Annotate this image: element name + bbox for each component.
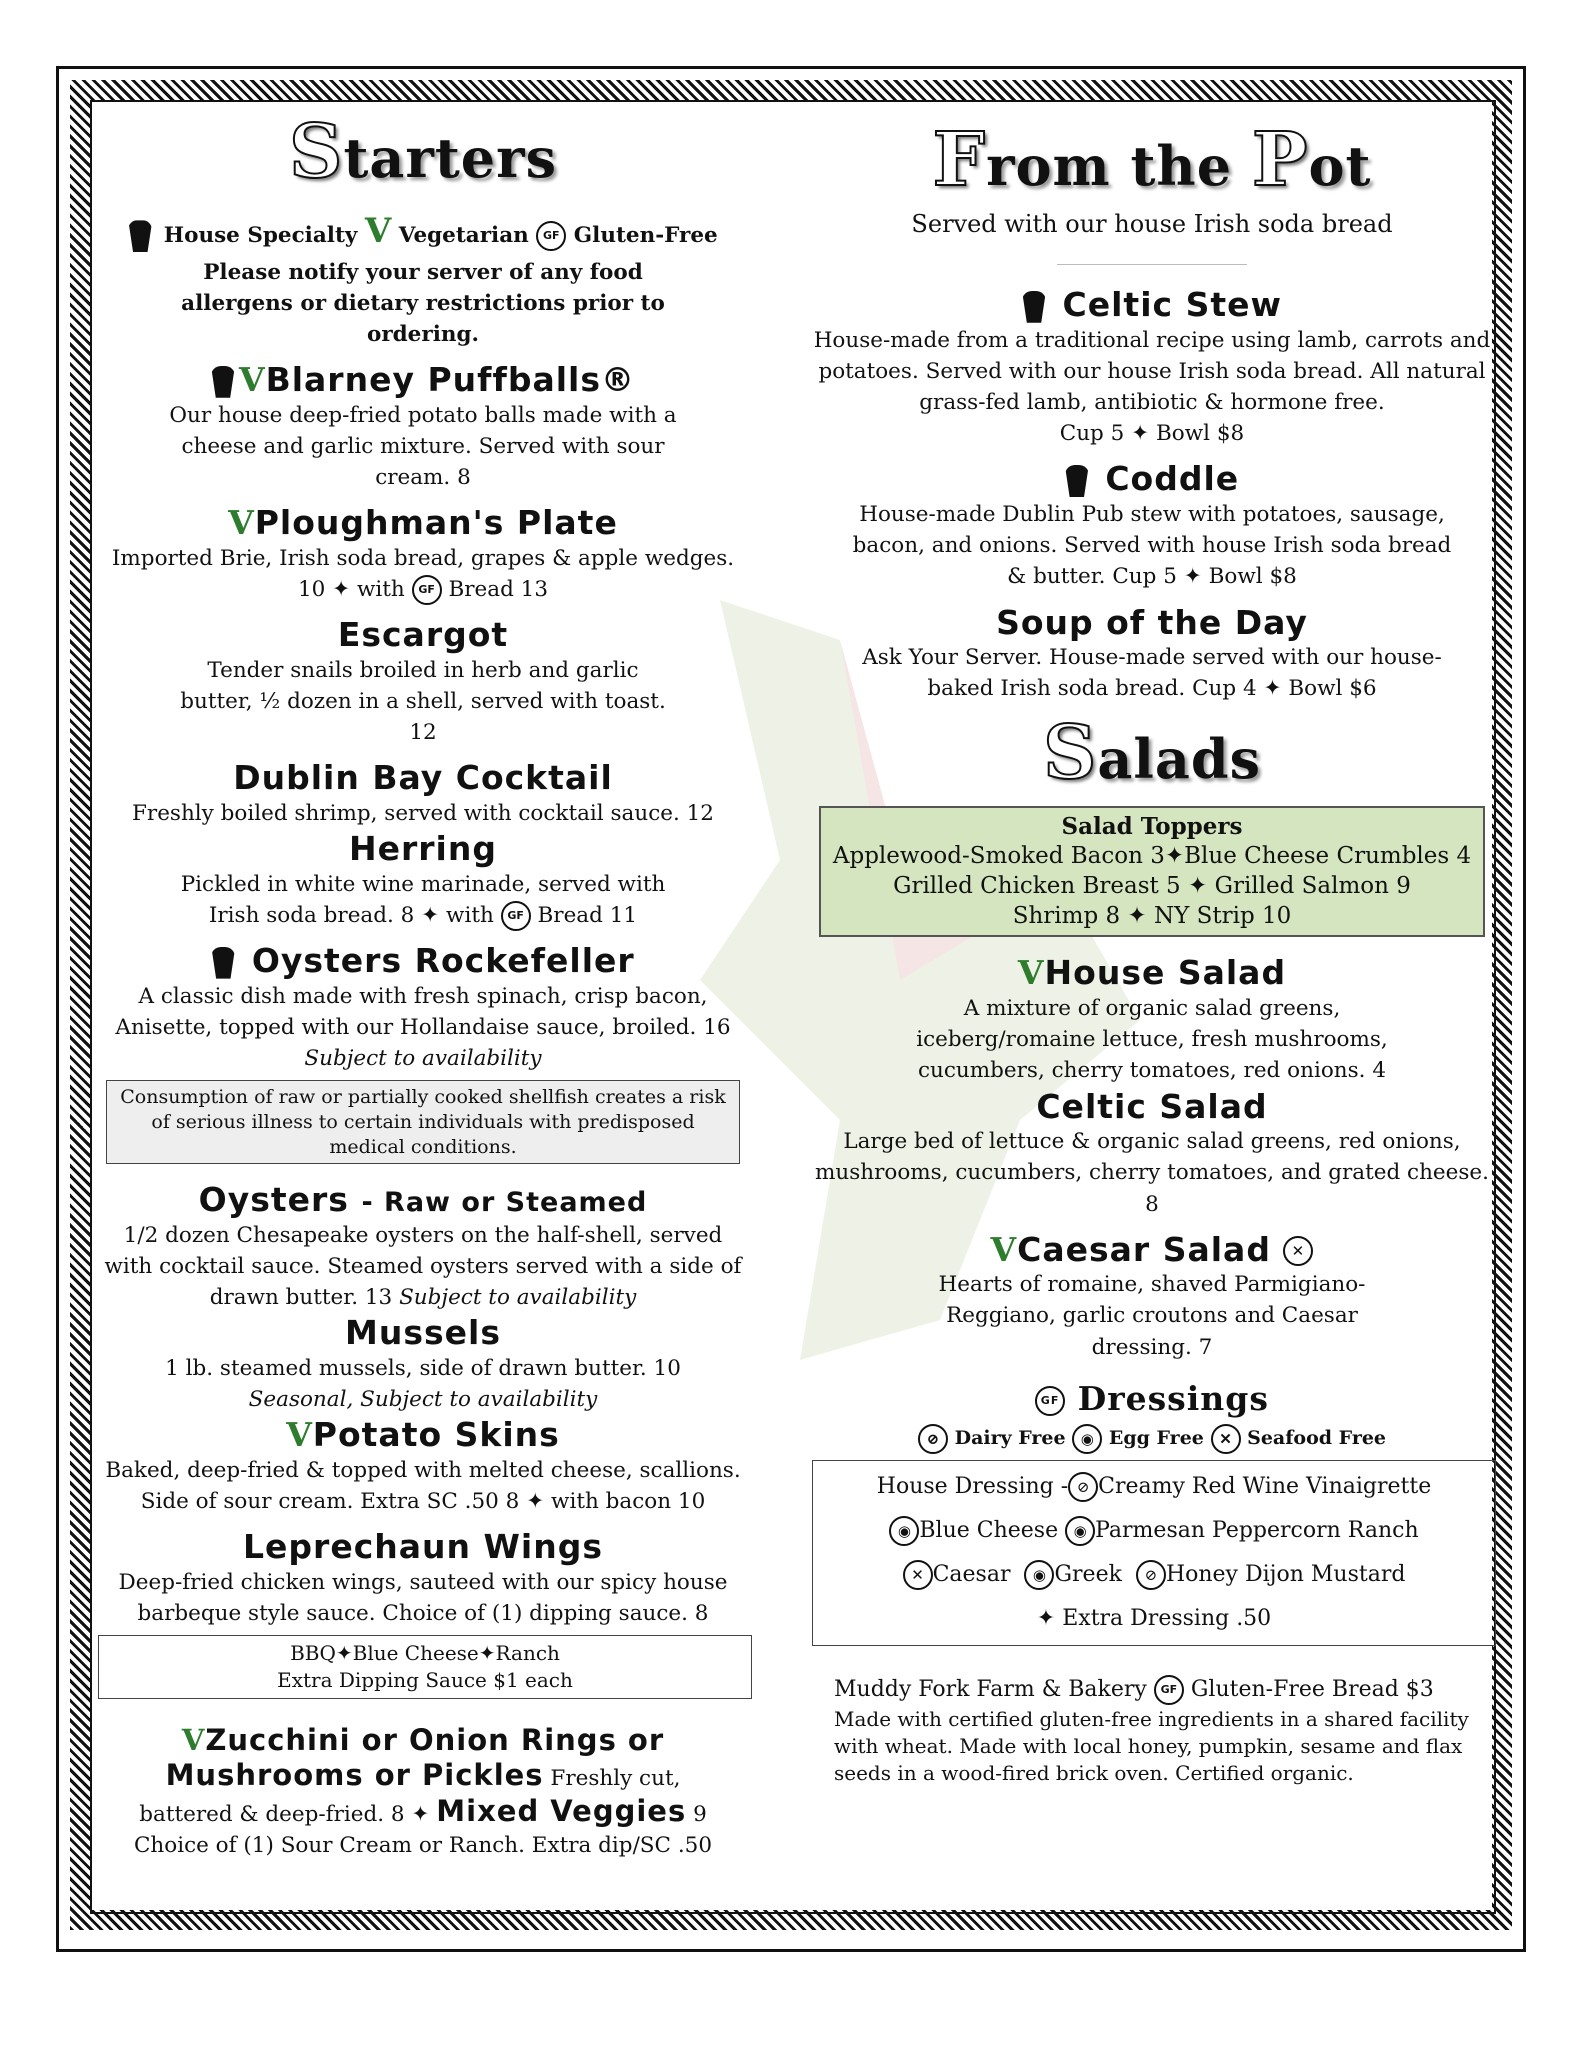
vegetarian-icon: V <box>286 1415 313 1455</box>
salad-toppers-box <box>819 806 1485 938</box>
dairy-free-icon: ⊘ <box>1068 1472 1098 1502</box>
vegetarian-icon: V <box>1017 953 1045 993</box>
item-note: Subject to availability <box>304 1046 542 1071</box>
item-title: Soup of the Day <box>996 602 1308 642</box>
dairy-free-icon: ⊘ <box>1136 1560 1166 1590</box>
item-title: Oysters - Raw or Steamed <box>198 1180 648 1220</box>
item-price: Cup 5 ✦ Bowl $8 <box>1059 421 1245 447</box>
seafood-free-icon: ✕ <box>1283 1236 1313 1266</box>
item-desc: 10 ✦ with GF Bread 13 <box>98 574 748 605</box>
harp-icon <box>211 947 235 979</box>
topper-line: Shrimp 8 ✦ NY Strip 10 <box>1012 902 1292 929</box>
item-desc: Mushrooms or Pickles Freshly cut, <box>165 1757 681 1792</box>
item-title: Oysters Rockefeller <box>98 941 748 981</box>
dressing-line: ◉ Blue Cheese ◉ Parmesan Peppercorn Ranch <box>819 1509 1489 1553</box>
vegetarian-icon: V <box>364 211 392 252</box>
seafood-free-icon: ✕ <box>1211 1424 1241 1454</box>
wings-extra: Extra Dipping Sauce $1 each <box>277 1668 573 1693</box>
item-desc: Choice of (1) Sour Cream or Ranch. Extra dip/SC .50 <box>133 1833 713 1859</box>
item-desc: Baked, deep-fried & topped with melted cheese, scallions. Side of sour cream. Extra SC .50 8 ✦ with bacon 10 <box>105 1457 741 1515</box>
item-desc: Irish soda bread. 8 ✦ with GF Bread 11 <box>98 900 748 931</box>
dressings-box <box>812 1460 1496 1646</box>
item-title: Leprechaun Wings <box>243 1527 603 1567</box>
item-desc: Tender snails broiled in herb and garlic butter, ½ dozen in a shell, served with toast. 12 <box>180 657 666 746</box>
item-desc: Imported Brie, Irish soda bread, grapes & apple wedges. <box>111 545 735 571</box>
egg-free-icon: ◉ <box>1065 1516 1095 1546</box>
item-title: VZucchini or Onion Rings or <box>181 1723 665 1758</box>
from-the-pot-heading: From the Pot <box>932 117 1372 203</box>
starters-heading: Starters <box>289 109 557 195</box>
item-note: Seasonal, Subject to availability <box>248 1387 598 1413</box>
allergen-note: Please notify your server of any food allergens or dietary restrictions prior to ordering. <box>181 259 665 348</box>
legend: House Specialty V Vegetarian GF Gluten-Free <box>98 207 748 256</box>
vegetarian-icon: V <box>238 360 266 400</box>
dressing-legend: ⊘ Dairy Free ◉ Egg Free ✕ Seafood Free <box>812 1424 1492 1454</box>
gluten-free-icon: GF <box>536 221 566 251</box>
shellfish-warning: Consumption of raw or partially cooked shellfish creates a risk of serious illness to certain individuals with predisposed medical conditions. <box>106 1080 740 1164</box>
item-title: Escargot <box>337 615 509 655</box>
wings-sauces-box <box>98 1635 752 1699</box>
dressings-title: GF Dressings <box>812 1379 1492 1419</box>
item-desc: A classic dish made with fresh spinach, crisp bacon, Anisette, topped with our Hollandaise sauce, broiled. 16 <box>115 983 731 1040</box>
gluten-free-icon: GF <box>412 575 442 605</box>
gluten-free-icon: GF <box>1035 1386 1065 1416</box>
harp-icon <box>1065 465 1089 497</box>
item-title: VPloughman's Plate <box>228 503 618 543</box>
item-desc: Hearts of romaine, shaved Parmigiano-Reggiano, garlic croutons and Caesar dressing. 7 <box>938 1272 1366 1360</box>
item-desc: A mixture of organic salad greens, iceberg/romaine lettuce, fresh mushrooms, cucumbers, cherry tomatoes, red onions. 4 <box>916 996 1388 1084</box>
harp-icon <box>211 366 235 398</box>
item-desc: Freshly boiled shrimp, served with cocktail sauce. 12 <box>132 800 714 826</box>
item-desc: Ask Your Server. House-made served with our house-baked Irish soda bread. Cup 4 ✦ Bowl $6 <box>862 645 1442 702</box>
item-desc: Large bed of lettuce & organic salad greens, red onions, mushrooms, cucumbers, cherry tomatoes, and grated cheese. 8 <box>815 1129 1489 1217</box>
starters-column <box>98 108 748 1861</box>
harp-icon <box>128 220 152 252</box>
item-desc: House-made from a traditional recipe using lamb, carrots and potatoes. Served with our house Irish soda bread. All natural grass-fed lamb, antibiotic & hormone free. <box>813 327 1491 416</box>
item-desc: Deep-fried chicken wings, sauteed with our spicy house barbeque style sauce. Choice of (1) dipping sauce. 8 <box>118 1569 728 1626</box>
item-desc: Our house deep-fried potato balls made with a cheese and garlic mixture. Served with sour cream. 8 <box>169 402 677 491</box>
item-desc: House-made Dublin Pub stew with potatoes, sausage, bacon, and onions. Served with house Irish soda bread & butter. Cup 5 ✦ Bowl $8 <box>852 502 1452 590</box>
item-desc: Pickled in white wine marinade, served with <box>180 871 666 897</box>
pot-subtitle: Served with our house Irish soda bread <box>911 210 1393 239</box>
right-column <box>812 108 1492 1787</box>
item-desc: 1 lb. steamed mussels, side of drawn butter. 10 <box>165 1355 681 1381</box>
egg-free-icon: ◉ <box>889 1516 919 1546</box>
salads-heading: Salads <box>1042 709 1262 796</box>
item-title: Coddle <box>812 459 1492 499</box>
salad-toppers-title: Salad Toppers <box>1061 812 1243 840</box>
item-title: Mussels <box>345 1313 501 1353</box>
item-title: Celtic Salad <box>1036 1086 1268 1126</box>
item-title: Dublin Bay Cocktail <box>233 758 613 798</box>
dairy-free-icon: ⊘ <box>918 1424 948 1454</box>
egg-free-icon: ◉ <box>1072 1424 1102 1454</box>
topper-line: Applewood-Smoked Bacon 3✦Blue Cheese Crumbles 4 <box>832 842 1472 869</box>
bread-desc: Made with certified gluten-free ingredients in a shared facility with wheat. Made with local honey, pumpkin, sesame and flax seeds in a wood-fired brick oven. Certified organic. <box>834 1707 1469 1786</box>
item-desc: 1/2 dozen Chesapeake oysters on the half-shell, served with cocktail sauce. Steamed oysters served with a side of drawn butter. 13 Subject to availability <box>104 1222 742 1311</box>
vegetarian-icon: V <box>990 1229 1018 1269</box>
egg-free-icon: ◉ <box>1024 1560 1054 1590</box>
seafood-free-icon: ✕ <box>903 1560 933 1590</box>
gluten-free-icon: GF <box>1154 1675 1184 1705</box>
wings-sauces: BBQ✦Blue Cheese✦Ranch <box>290 1641 560 1666</box>
divider <box>1057 264 1247 265</box>
item-title: Herring <box>349 829 497 869</box>
item-title: VBlarney Puffballs® <box>98 360 748 400</box>
dressing-line: ✕ Caesar ◉ Greek ⊘ Honey Dijon Mustard <box>819 1553 1489 1597</box>
gluten-free-bread <box>812 1674 1492 1787</box>
gluten-free-icon: GF <box>501 901 531 931</box>
dressing-line: House Dressing - ⊘ Creamy Red Wine Vinaigrette <box>819 1465 1489 1509</box>
dressing-extra: ✦ Extra Dressing .50 <box>1036 1606 1272 1632</box>
item-title: VPotato Skins <box>286 1415 560 1455</box>
harp-icon <box>1022 291 1046 323</box>
item-title: VHouse Salad <box>1017 953 1287 993</box>
vegetarian-icon: V <box>228 503 255 543</box>
bread-title: Muddy Fork Farm & Bakery GF Gluten-Free Bread $3 <box>834 1674 1492 1706</box>
item-title: VCaesar Salad ✕ <box>812 1230 1492 1270</box>
item-title: Celtic Stew <box>812 285 1492 325</box>
vegetarian-icon: V <box>181 1723 206 1758</box>
topper-line: Grilled Chicken Breast 5 ✦ Grilled Salmon 9 <box>893 872 1411 899</box>
item-desc: battered & deep-fried. 8 ✦ Mixed Veggies 9 <box>139 1794 707 1829</box>
